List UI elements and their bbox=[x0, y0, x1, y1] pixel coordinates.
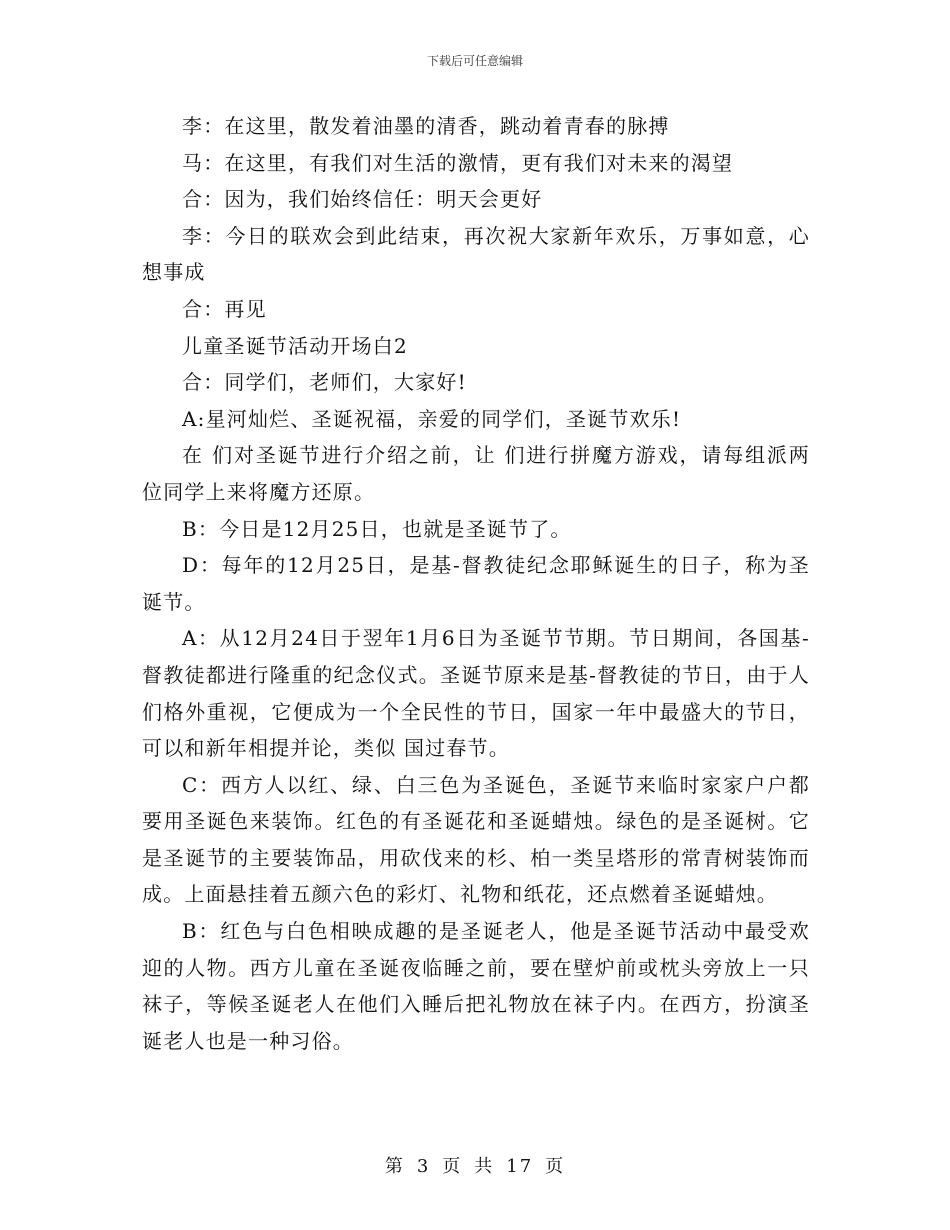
footer-di: 第 bbox=[384, 1156, 405, 1177]
footer-ye: 页 bbox=[442, 1156, 463, 1177]
page-footer bbox=[0, 1152, 950, 1178]
footer-ye: 页 bbox=[545, 1156, 566, 1177]
document-body bbox=[142, 108, 810, 1059]
page-header: 下载后可任意编辑 bbox=[426, 54, 523, 68]
section-heading: 儿童圣诞节活动开场白2 bbox=[182, 333, 408, 358]
total-pages: 17 bbox=[506, 1156, 534, 1177]
paragraph: 李：在这里，散发着油墨的清香，跳动着青春的脉搏 bbox=[182, 114, 670, 138]
paragraph: 合：因为，我们始终信任：明天会更好 bbox=[182, 187, 543, 212]
page-number: 3 bbox=[416, 1156, 431, 1177]
paragraph: 在 们对圣诞节进行介绍之前，让 们进行拼魔方游戏，请每组派两位同学上来将魔方还原。 bbox=[142, 443, 810, 504]
paragraph: B：红色与白色相映成趣的是圣诞老人，他是圣诞节活动中最受欢迎的人物。西方儿童在圣诞夜临睡之前，要在壁炉前或枕头旁放上一只袜子，等候圣诞老人在他们入睡后把礼物放在袜子内。在西方，扮演圣诞老人也是一种习俗。 bbox=[142, 919, 810, 1053]
paragraph: 马：在这里，有我们对生活的激情，更有我们对未来的渴望 bbox=[182, 150, 734, 175]
paragraph: A:星河灿烂、圣诞祝福，亲爱的同学们，圣诞节欢乐! bbox=[182, 406, 682, 431]
paragraph: A：从12月24日于翌年1月6日为圣诞节节期。节日期间，各国基-督教徒都进行隆重的纪念仪式。圣诞节原来是基-督教徒的节日，由于人们格外重视，它便成为一个全民性的节日，国家一年中最盛大的节日，可以和新年相提并论，类似 国过春节。 bbox=[142, 626, 810, 761]
paragraph: 李：今日的联欢会到此结束，再次祝大家新年欢乐，万事如意，心想事成 bbox=[142, 223, 810, 285]
paragraph: 合：再见 bbox=[182, 296, 267, 321]
paragraph: D：每年的12月25日，是基-督教徒纪念耶稣诞生的日子，称为圣诞节。 bbox=[142, 553, 810, 614]
paragraph: B：今日是12月25日，也就是圣诞节了。 bbox=[182, 516, 572, 541]
paragraph: 合：同学们，老师们，大家好! bbox=[182, 370, 467, 395]
paragraph: C：西方人以红、绿、白三色为圣诞色，圣诞节来临时家家户户都要用圣诞色来装饰。红色的有圣诞花和圣诞蜡烛。绿色的是圣诞树。它是圣诞节的主要装饰品，用砍伐来的杉、柏一类呈塔形的常青树装饰而成。上面悬挂着五颜六色的彩灯、礼物和纸花，还点燃着圣诞蜡烛。 bbox=[142, 772, 810, 907]
footer-gong: 共 bbox=[474, 1156, 495, 1177]
